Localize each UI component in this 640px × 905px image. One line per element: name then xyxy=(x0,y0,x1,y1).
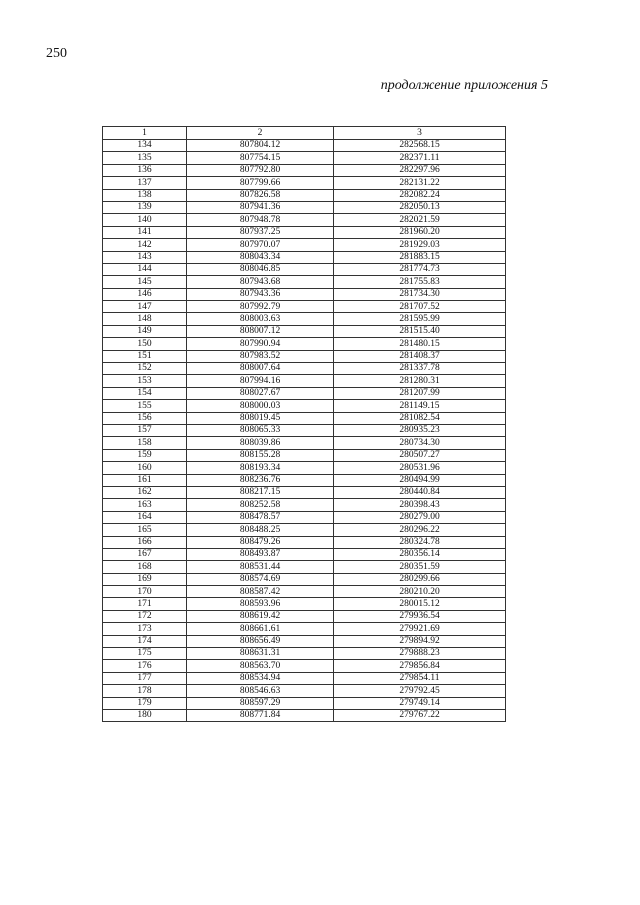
point-number-cell: 165 xyxy=(103,524,187,536)
y-coordinate-cell: 280296.22 xyxy=(334,524,506,536)
point-number-cell: 146 xyxy=(103,288,187,300)
point-number-cell: 180 xyxy=(103,709,187,721)
table-row xyxy=(103,635,506,647)
point-number-cell: 166 xyxy=(103,536,187,548)
point-number-cell: 157 xyxy=(103,424,187,436)
point-number-cell: 140 xyxy=(103,214,187,226)
y-coordinate-cell: 280440.84 xyxy=(334,486,506,498)
y-coordinate-cell: 280734.30 xyxy=(334,437,506,449)
column-header: 2 xyxy=(187,127,334,140)
point-number-cell: 161 xyxy=(103,474,187,486)
y-coordinate-cell: 280015.12 xyxy=(334,598,506,610)
x-coordinate-cell: 807948.78 xyxy=(187,214,334,226)
y-coordinate-cell: 280935.23 xyxy=(334,424,506,436)
table-row xyxy=(103,660,506,672)
y-coordinate-cell: 279854.11 xyxy=(334,672,506,684)
x-coordinate-cell: 808065.33 xyxy=(187,424,334,436)
point-number-cell: 137 xyxy=(103,177,187,189)
x-coordinate-cell: 808043.34 xyxy=(187,251,334,263)
y-coordinate-cell: 281408.37 xyxy=(334,350,506,362)
y-coordinate-cell: 281707.52 xyxy=(334,301,506,313)
table-row xyxy=(103,697,506,709)
y-coordinate-cell: 280279.00 xyxy=(334,511,506,523)
x-coordinate-cell: 808563.70 xyxy=(187,660,334,672)
point-number-cell: 164 xyxy=(103,511,187,523)
table-row xyxy=(103,251,506,263)
y-coordinate-cell: 280398.43 xyxy=(334,499,506,511)
x-coordinate-cell: 808019.45 xyxy=(187,412,334,424)
table-row xyxy=(103,586,506,598)
y-coordinate-cell: 280324.78 xyxy=(334,536,506,548)
table-row xyxy=(103,462,506,474)
x-coordinate-cell: 807937.25 xyxy=(187,226,334,238)
table-row xyxy=(103,709,506,721)
table-row xyxy=(103,276,506,288)
table-row xyxy=(103,685,506,697)
y-coordinate-cell: 282082.24 xyxy=(334,189,506,201)
point-number-cell: 176 xyxy=(103,660,187,672)
y-coordinate-cell: 279921.69 xyxy=(334,623,506,635)
x-coordinate-cell: 807754.15 xyxy=(187,152,334,164)
point-number-cell: 174 xyxy=(103,635,187,647)
point-number-cell: 153 xyxy=(103,375,187,387)
point-number-cell: 163 xyxy=(103,499,187,511)
y-coordinate-cell: 281929.03 xyxy=(334,239,506,251)
x-coordinate-cell: 808493.87 xyxy=(187,548,334,560)
x-coordinate-cell: 808631.31 xyxy=(187,648,334,660)
point-number-cell: 170 xyxy=(103,586,187,598)
table-row xyxy=(103,511,506,523)
y-coordinate-cell: 280494.99 xyxy=(334,474,506,486)
x-coordinate-cell: 807992.79 xyxy=(187,301,334,313)
point-number-cell: 150 xyxy=(103,338,187,350)
table-row xyxy=(103,140,506,152)
point-number-cell: 156 xyxy=(103,412,187,424)
y-coordinate-cell: 282131.22 xyxy=(334,177,506,189)
x-coordinate-cell: 808656.49 xyxy=(187,635,334,647)
table-row xyxy=(103,201,506,213)
x-coordinate-cell: 807826.58 xyxy=(187,189,334,201)
table-row xyxy=(103,350,506,362)
point-number-cell: 178 xyxy=(103,685,187,697)
y-coordinate-cell: 281337.78 xyxy=(334,363,506,375)
x-coordinate-cell: 808217.15 xyxy=(187,486,334,498)
y-coordinate-cell: 279936.54 xyxy=(334,610,506,622)
x-coordinate-cell: 807983.52 xyxy=(187,350,334,362)
point-number-cell: 135 xyxy=(103,152,187,164)
point-number-cell: 136 xyxy=(103,164,187,176)
table-row xyxy=(103,189,506,201)
x-coordinate-cell: 807990.94 xyxy=(187,338,334,350)
y-coordinate-cell: 279856.84 xyxy=(334,660,506,672)
y-coordinate-cell: 281734.30 xyxy=(334,288,506,300)
point-number-cell: 134 xyxy=(103,140,187,152)
coordinates-table xyxy=(102,126,506,722)
point-number-cell: 149 xyxy=(103,325,187,337)
y-coordinate-cell: 280507.27 xyxy=(334,449,506,461)
x-coordinate-cell: 808531.44 xyxy=(187,561,334,573)
point-number-cell: 143 xyxy=(103,251,187,263)
y-coordinate-cell: 281515.40 xyxy=(334,325,506,337)
y-coordinate-cell: 280210.20 xyxy=(334,586,506,598)
table-row xyxy=(103,400,506,412)
x-coordinate-cell: 807799.66 xyxy=(187,177,334,189)
x-coordinate-cell: 808003.63 xyxy=(187,313,334,325)
x-coordinate-cell: 807943.36 xyxy=(187,288,334,300)
x-coordinate-cell: 808236.76 xyxy=(187,474,334,486)
y-coordinate-cell: 279749.14 xyxy=(334,697,506,709)
point-number-cell: 141 xyxy=(103,226,187,238)
x-coordinate-cell: 807804.12 xyxy=(187,140,334,152)
table-header-row xyxy=(103,127,506,140)
table-row xyxy=(103,672,506,684)
x-coordinate-cell: 808771.84 xyxy=(187,709,334,721)
table-row xyxy=(103,152,506,164)
x-coordinate-cell: 808546.63 xyxy=(187,685,334,697)
table-row xyxy=(103,561,506,573)
x-coordinate-cell: 808046.85 xyxy=(187,263,334,275)
point-number-cell: 158 xyxy=(103,437,187,449)
point-number-cell: 145 xyxy=(103,276,187,288)
point-number-cell: 168 xyxy=(103,561,187,573)
table-row xyxy=(103,573,506,585)
y-coordinate-cell: 281480.15 xyxy=(334,338,506,350)
table-row xyxy=(103,524,506,536)
x-coordinate-cell: 808479.26 xyxy=(187,536,334,548)
table-row xyxy=(103,214,506,226)
y-coordinate-cell: 281595.99 xyxy=(334,313,506,325)
table-row xyxy=(103,177,506,189)
table-row xyxy=(103,548,506,560)
table-row xyxy=(103,449,506,461)
x-coordinate-cell: 808597.29 xyxy=(187,697,334,709)
y-coordinate-cell: 282297.96 xyxy=(334,164,506,176)
table-row xyxy=(103,474,506,486)
y-coordinate-cell: 280351.59 xyxy=(334,561,506,573)
x-coordinate-cell: 807943.68 xyxy=(187,276,334,288)
x-coordinate-cell: 808039.86 xyxy=(187,437,334,449)
y-coordinate-cell: 279894.92 xyxy=(334,635,506,647)
point-number-cell: 159 xyxy=(103,449,187,461)
table-row xyxy=(103,263,506,275)
point-number-cell: 172 xyxy=(103,610,187,622)
point-number-cell: 173 xyxy=(103,623,187,635)
page-number: 250 xyxy=(46,46,67,61)
point-number-cell: 148 xyxy=(103,313,187,325)
table-row xyxy=(103,338,506,350)
x-coordinate-cell: 808252.58 xyxy=(187,499,334,511)
table-row xyxy=(103,424,506,436)
point-number-cell: 177 xyxy=(103,672,187,684)
y-coordinate-cell: 281883.15 xyxy=(334,251,506,263)
point-number-cell: 152 xyxy=(103,363,187,375)
x-coordinate-cell: 808574.69 xyxy=(187,573,334,585)
point-number-cell: 175 xyxy=(103,648,187,660)
x-coordinate-cell: 808007.12 xyxy=(187,325,334,337)
point-number-cell: 155 xyxy=(103,400,187,412)
point-number-cell: 151 xyxy=(103,350,187,362)
y-coordinate-cell: 281207.99 xyxy=(334,387,506,399)
x-coordinate-cell: 808478.57 xyxy=(187,511,334,523)
x-coordinate-cell: 808027.67 xyxy=(187,387,334,399)
table-row xyxy=(103,623,506,635)
point-number-cell: 154 xyxy=(103,387,187,399)
y-coordinate-cell: 281960.20 xyxy=(334,226,506,238)
y-coordinate-cell: 281774.73 xyxy=(334,263,506,275)
point-number-cell: 144 xyxy=(103,263,187,275)
point-number-cell: 179 xyxy=(103,697,187,709)
point-number-cell: 147 xyxy=(103,301,187,313)
table-row xyxy=(103,598,506,610)
y-coordinate-cell: 281082.54 xyxy=(334,412,506,424)
table-body xyxy=(103,140,506,722)
table-row xyxy=(103,375,506,387)
table-row xyxy=(103,536,506,548)
column-header: 1 xyxy=(103,127,187,140)
x-coordinate-cell: 808593.96 xyxy=(187,598,334,610)
y-coordinate-cell: 280531.96 xyxy=(334,462,506,474)
y-coordinate-cell: 282050.13 xyxy=(334,201,506,213)
table-row xyxy=(103,301,506,313)
y-coordinate-cell: 281149.15 xyxy=(334,400,506,412)
table-row xyxy=(103,226,506,238)
table-row xyxy=(103,164,506,176)
table-row xyxy=(103,437,506,449)
point-number-cell: 162 xyxy=(103,486,187,498)
y-coordinate-cell: 281755.83 xyxy=(334,276,506,288)
y-coordinate-cell: 282568.15 xyxy=(334,140,506,152)
column-header: 3 xyxy=(334,127,506,140)
y-coordinate-cell: 280299.66 xyxy=(334,573,506,585)
table-row xyxy=(103,363,506,375)
x-coordinate-cell: 807970.07 xyxy=(187,239,334,251)
table-row xyxy=(103,610,506,622)
x-coordinate-cell: 808619.42 xyxy=(187,610,334,622)
x-coordinate-cell: 808007.64 xyxy=(187,363,334,375)
x-coordinate-cell: 808488.25 xyxy=(187,524,334,536)
x-coordinate-cell: 808000.03 xyxy=(187,400,334,412)
table-row xyxy=(103,486,506,498)
y-coordinate-cell: 280356.14 xyxy=(334,548,506,560)
point-number-cell: 167 xyxy=(103,548,187,560)
x-coordinate-cell: 808534.94 xyxy=(187,672,334,684)
y-coordinate-cell: 282021.59 xyxy=(334,214,506,226)
point-number-cell: 171 xyxy=(103,598,187,610)
table-row xyxy=(103,325,506,337)
x-coordinate-cell: 808587.42 xyxy=(187,586,334,598)
point-number-cell: 142 xyxy=(103,239,187,251)
point-number-cell: 169 xyxy=(103,573,187,585)
x-coordinate-cell: 808661.61 xyxy=(187,623,334,635)
table-row xyxy=(103,239,506,251)
x-coordinate-cell: 808155.28 xyxy=(187,449,334,461)
table-row xyxy=(103,412,506,424)
table-row xyxy=(103,313,506,325)
x-coordinate-cell: 808193.34 xyxy=(187,462,334,474)
x-coordinate-cell: 807792.80 xyxy=(187,164,334,176)
y-coordinate-cell: 279792.45 xyxy=(334,685,506,697)
table-row xyxy=(103,648,506,660)
table-row xyxy=(103,499,506,511)
table-row xyxy=(103,387,506,399)
point-number-cell: 160 xyxy=(103,462,187,474)
y-coordinate-cell: 279767.22 xyxy=(334,709,506,721)
x-coordinate-cell: 807941.36 xyxy=(187,201,334,213)
y-coordinate-cell: 281280.31 xyxy=(334,375,506,387)
table-row xyxy=(103,288,506,300)
x-coordinate-cell: 807994.16 xyxy=(187,375,334,387)
y-coordinate-cell: 282371.11 xyxy=(334,152,506,164)
y-coordinate-cell: 279888.23 xyxy=(334,648,506,660)
point-number-cell: 138 xyxy=(103,189,187,201)
point-number-cell: 139 xyxy=(103,201,187,213)
continuation-caption: продолжение приложения 5 xyxy=(380,78,548,93)
